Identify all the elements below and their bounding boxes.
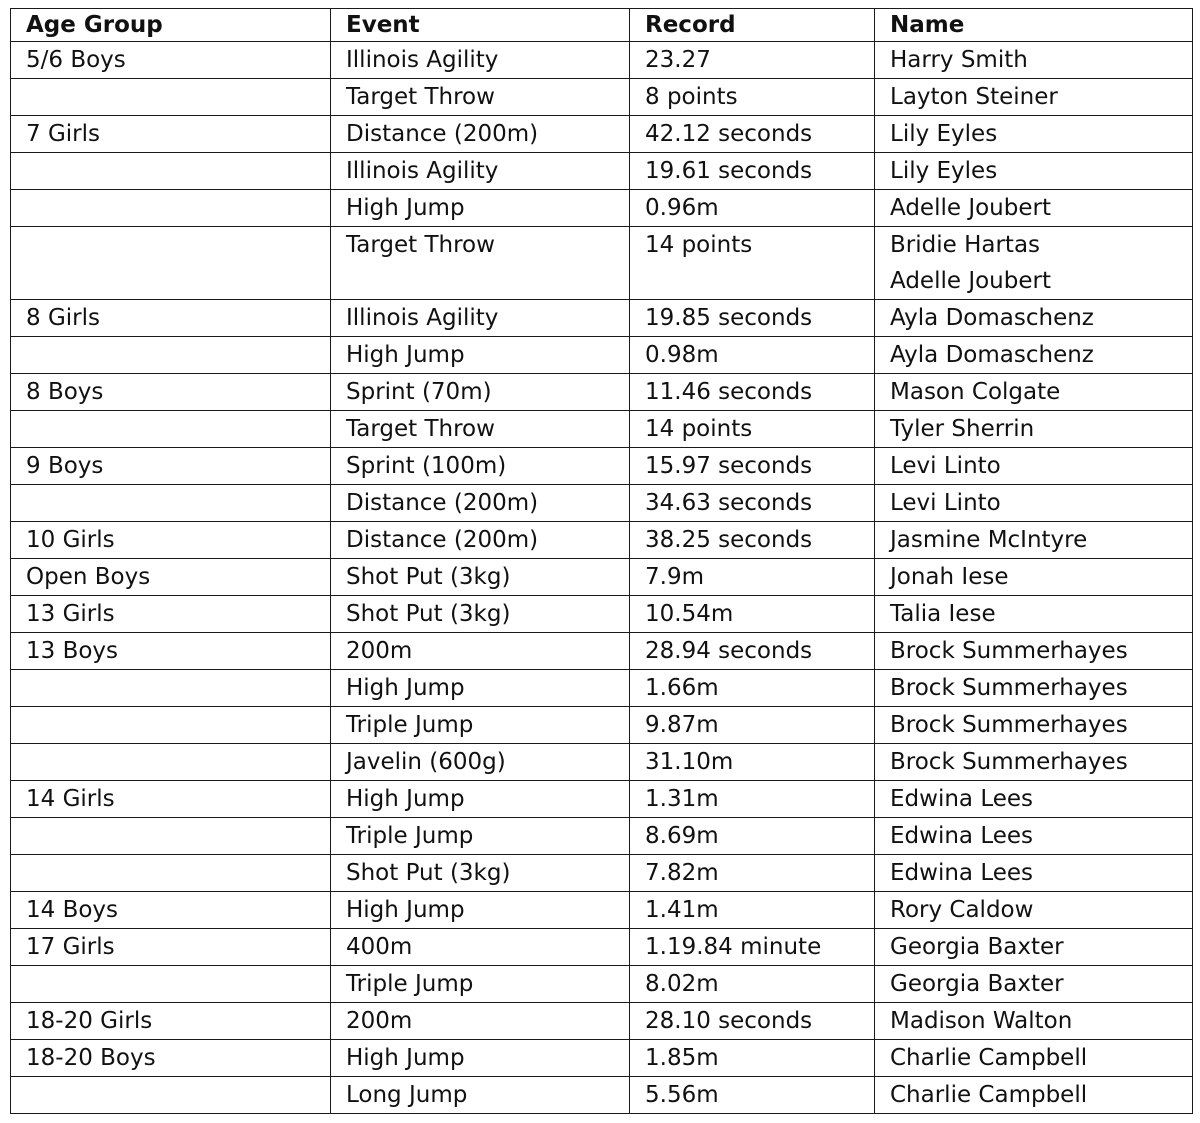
table-row — [11, 707, 1193, 744]
table-row — [11, 485, 1193, 522]
age-group-cell — [11, 190, 331, 227]
event-cell: Long Jump — [331, 1077, 630, 1114]
athlete-name: Madison Walton — [890, 1008, 1073, 1034]
event-cell: Triple Jump — [331, 818, 630, 855]
athlete-name: Georgia Baxter — [890, 971, 1064, 997]
age-group-cell — [11, 1077, 331, 1114]
athlete-name: Ayla Domaschenz — [890, 342, 1094, 368]
athlete-name: Lily Eyles — [890, 158, 998, 184]
record-cell: 7.9m — [630, 559, 875, 596]
age-group-cell — [11, 818, 331, 855]
name-cell — [875, 42, 1193, 79]
event-cell: Target Throw — [331, 227, 630, 300]
event-cell: High Jump — [331, 1040, 630, 1077]
event-cell: Target Throw — [331, 79, 630, 116]
table-row — [11, 670, 1193, 707]
event-cell: Distance (200m) — [331, 485, 630, 522]
age-group-cell: 8 Girls — [11, 300, 331, 337]
athlete-name: Adelle Joubert — [890, 268, 1051, 294]
athlete-name: Tyler Sherrin — [890, 416, 1035, 442]
header-age-group: Age Group — [11, 9, 331, 42]
athlete-name: Brock Summerhayes — [890, 712, 1128, 738]
record-cell: 1.19.84 minute — [630, 929, 875, 966]
record-cell: 14 points — [630, 227, 875, 300]
age-group-cell: 18-20 Boys — [11, 1040, 331, 1077]
age-group-cell: Open Boys — [11, 559, 331, 596]
athlete-name: Edwina Lees — [890, 860, 1034, 886]
name-cell — [875, 300, 1193, 337]
event-cell: Shot Put (3kg) — [331, 855, 630, 892]
record-cell: 1.85m — [630, 1040, 875, 1077]
athlete-name: Adelle Joubert — [890, 195, 1051, 221]
record-cell: 14 points — [630, 411, 875, 448]
record-cell: 0.96m — [630, 190, 875, 227]
athlete-name: Edwina Lees — [890, 823, 1034, 849]
record-cell: 19.61 seconds — [630, 153, 875, 190]
name-cell — [875, 855, 1193, 892]
event-cell: High Jump — [331, 892, 630, 929]
record-cell: 11.46 seconds — [630, 374, 875, 411]
table-row — [11, 300, 1193, 337]
athlete-name: Jasmine McIntyre — [890, 527, 1088, 553]
event-cell: Triple Jump — [331, 707, 630, 744]
age-group-cell: 14 Boys — [11, 892, 331, 929]
table-row — [11, 1077, 1193, 1114]
table-row — [11, 522, 1193, 559]
name-cell — [875, 892, 1193, 929]
athlete-name: Levi Linto — [890, 490, 1001, 516]
record-cell: 9.87m — [630, 707, 875, 744]
athlete-name: Edwina Lees — [890, 786, 1034, 812]
table-row — [11, 596, 1193, 633]
table-row — [11, 190, 1193, 227]
table-row — [11, 818, 1193, 855]
event-cell: High Jump — [331, 781, 630, 818]
table-row — [11, 227, 1193, 300]
name-cell — [875, 1003, 1193, 1040]
record-cell: 8 points — [630, 79, 875, 116]
record-cell: 28.10 seconds — [630, 1003, 875, 1040]
record-cell: 38.25 seconds — [630, 522, 875, 559]
record-cell: 23.27 — [630, 42, 875, 79]
event-cell: Distance (200m) — [331, 522, 630, 559]
table-row — [11, 559, 1193, 596]
name-cell — [875, 1040, 1193, 1077]
record-cell: 0.98m — [630, 337, 875, 374]
record-cell: 19.85 seconds — [630, 300, 875, 337]
name-cell — [875, 1077, 1193, 1114]
table-body — [11, 42, 1193, 1114]
age-group-cell — [11, 744, 331, 781]
athlete-name: Bridie Hartas — [890, 232, 1041, 258]
age-group-cell: 8 Boys — [11, 374, 331, 411]
name-cell — [875, 448, 1193, 485]
athlete-name: Brock Summerhayes — [890, 749, 1128, 775]
athlete-name: Brock Summerhayes — [890, 675, 1128, 701]
record-cell: 31.10m — [630, 744, 875, 781]
name-cell — [875, 596, 1193, 633]
athlete-name: Rory Caldow — [890, 897, 1034, 923]
header-row — [11, 9, 1193, 42]
age-group-cell — [11, 227, 331, 300]
record-cell: 15.97 seconds — [630, 448, 875, 485]
table-row — [11, 42, 1193, 79]
event-cell: Distance (200m) — [331, 116, 630, 153]
name-cell — [875, 670, 1193, 707]
name-cell — [875, 744, 1193, 781]
event-cell: Shot Put (3kg) — [331, 559, 630, 596]
age-group-cell: 10 Girls — [11, 522, 331, 559]
age-group-cell: 7 Girls — [11, 116, 331, 153]
table-row — [11, 79, 1193, 116]
athlete-name: Layton Steiner — [890, 84, 1058, 110]
event-cell: Sprint (100m) — [331, 448, 630, 485]
event-cell: Sprint (70m) — [331, 374, 630, 411]
record-cell: 1.31m — [630, 781, 875, 818]
age-group-cell — [11, 153, 331, 190]
name-cell — [875, 79, 1193, 116]
record-cell: 5.56m — [630, 1077, 875, 1114]
age-group-cell — [11, 670, 331, 707]
age-group-cell: 17 Girls — [11, 929, 331, 966]
name-cell — [875, 707, 1193, 744]
table-row — [11, 744, 1193, 781]
name-cell — [875, 153, 1193, 190]
record-cell: 8.69m — [630, 818, 875, 855]
age-group-cell — [11, 411, 331, 448]
table-row — [11, 374, 1193, 411]
table-row — [11, 337, 1193, 374]
event-cell: 200m — [331, 633, 630, 670]
athlete-name: Talia Iese — [890, 601, 996, 627]
event-cell: Triple Jump — [331, 966, 630, 1003]
age-group-cell: 13 Girls — [11, 596, 331, 633]
age-group-cell — [11, 79, 331, 116]
header-record: Record — [630, 9, 875, 42]
age-group-cell: 13 Boys — [11, 633, 331, 670]
table-row — [11, 633, 1193, 670]
age-group-cell: 18-20 Girls — [11, 1003, 331, 1040]
name-cell — [875, 633, 1193, 670]
table-row — [11, 1003, 1193, 1040]
record-cell: 28.94 seconds — [630, 633, 875, 670]
header-name: Name — [875, 9, 1193, 42]
record-cell: 1.41m — [630, 892, 875, 929]
athlete-name: Mason Colgate — [890, 379, 1061, 405]
name-cell — [875, 374, 1193, 411]
event-cell: Illinois Agility — [331, 153, 630, 190]
table-row — [11, 855, 1193, 892]
age-group-cell — [11, 855, 331, 892]
athlete-name: Jonah Iese — [890, 564, 1009, 590]
athlete-name: Levi Linto — [890, 453, 1001, 479]
table-row — [11, 1040, 1193, 1077]
event-cell: High Jump — [331, 337, 630, 374]
age-group-cell: 9 Boys — [11, 448, 331, 485]
name-cell — [875, 818, 1193, 855]
event-cell: High Jump — [331, 670, 630, 707]
name-cell — [875, 781, 1193, 818]
event-cell: Illinois Agility — [331, 42, 630, 79]
age-group-cell: 5/6 Boys — [11, 42, 331, 79]
record-cell: 34.63 seconds — [630, 485, 875, 522]
records-table — [10, 8, 1193, 1114]
event-cell: High Jump — [331, 190, 630, 227]
athlete-name: Brock Summerhayes — [890, 638, 1128, 664]
record-cell: 8.02m — [630, 966, 875, 1003]
athlete-name: Ayla Domaschenz — [890, 305, 1094, 331]
event-cell: 400m — [331, 929, 630, 966]
record-cell: 10.54m — [630, 596, 875, 633]
event-cell: 200m — [331, 1003, 630, 1040]
record-cell: 42.12 seconds — [630, 116, 875, 153]
name-cell — [875, 116, 1193, 153]
name-cell — [875, 227, 1193, 300]
name-cell — [875, 522, 1193, 559]
table-row — [11, 781, 1193, 818]
name-cell — [875, 559, 1193, 596]
event-cell: Target Throw — [331, 411, 630, 448]
table-row — [11, 411, 1193, 448]
table-row — [11, 966, 1193, 1003]
age-group-cell: 14 Girls — [11, 781, 331, 818]
name-cell — [875, 411, 1193, 448]
event-cell: Shot Put (3kg) — [331, 596, 630, 633]
record-cell: 1.66m — [630, 670, 875, 707]
athlete-name: Harry Smith — [890, 47, 1028, 73]
name-cell — [875, 337, 1193, 374]
athlete-name: Lily Eyles — [890, 121, 998, 147]
name-cell — [875, 485, 1193, 522]
age-group-cell — [11, 337, 331, 374]
name-cell — [875, 190, 1193, 227]
table-row — [11, 892, 1193, 929]
event-cell: Illinois Agility — [331, 300, 630, 337]
record-cell: 7.82m — [630, 855, 875, 892]
athlete-name: Georgia Baxter — [890, 934, 1064, 960]
header-event: Event — [331, 9, 630, 42]
athlete-name: Charlie Campbell — [890, 1082, 1088, 1108]
table-row — [11, 929, 1193, 966]
table-row — [11, 153, 1193, 190]
name-cell — [875, 966, 1193, 1003]
age-group-cell — [11, 707, 331, 744]
age-group-cell — [11, 966, 331, 1003]
name-cell — [875, 929, 1193, 966]
event-cell: Javelin (600g) — [331, 744, 630, 781]
age-group-cell — [11, 485, 331, 522]
athlete-name: Charlie Campbell — [890, 1045, 1088, 1071]
table-row — [11, 116, 1193, 153]
table-row — [11, 448, 1193, 485]
